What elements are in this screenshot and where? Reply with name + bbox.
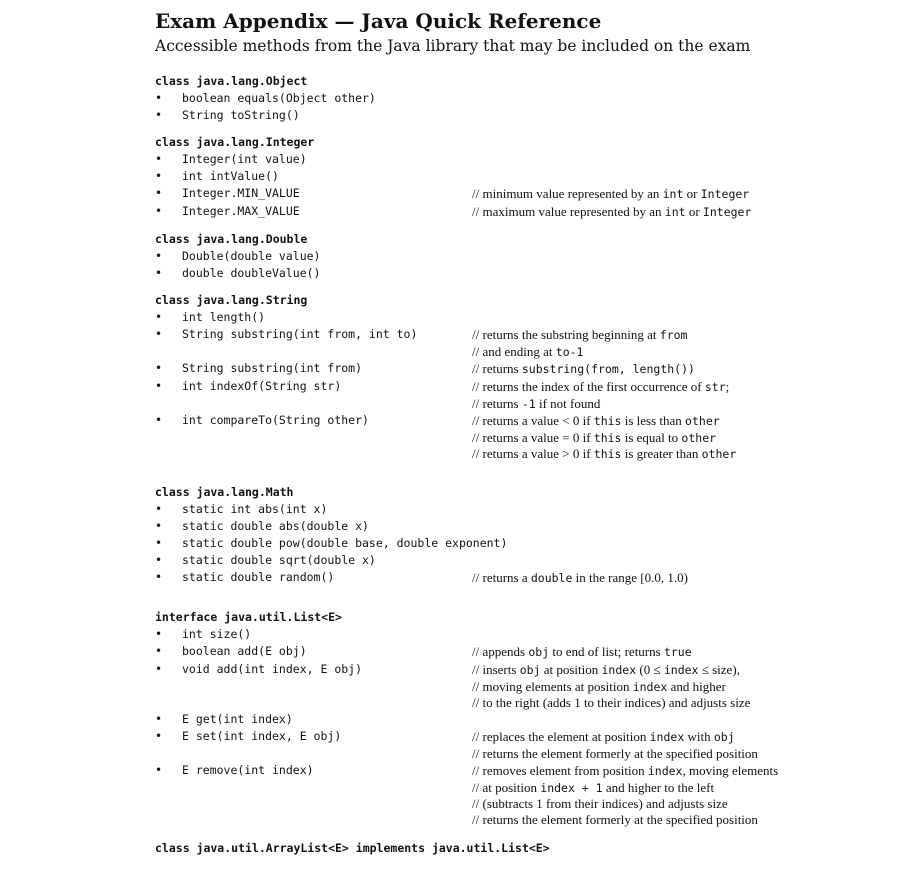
reference-section bbox=[155, 609, 855, 828]
method-item bbox=[155, 626, 855, 643]
comment-continuation bbox=[155, 695, 855, 711]
method-comment: // replaces the element at position index with obj bbox=[472, 729, 735, 744]
method-signature: String toString() bbox=[182, 108, 300, 122]
reference-section bbox=[155, 840, 855, 857]
method-signature: static double pow(double base, double exponent) bbox=[182, 536, 508, 550]
method-signature: Integer(int value) bbox=[182, 152, 307, 166]
bullet-icon: • bbox=[155, 627, 163, 641]
method-signature: Integer.MIN_VALUE bbox=[182, 186, 300, 200]
comment-continuation bbox=[155, 746, 855, 762]
page-title: Exam Appendix — Java Quick Reference bbox=[155, 9, 602, 33]
method-comment: // returns the index of the first occurrence of str; bbox=[472, 379, 730, 394]
sections-container bbox=[155, 73, 855, 857]
method-signature: boolean equals(Object other) bbox=[182, 91, 376, 105]
method-comment: // maximum value represented by an int or Integer bbox=[472, 204, 752, 219]
reference-section bbox=[155, 231, 855, 282]
method-signature: int size() bbox=[182, 627, 252, 641]
bullet-icon: • bbox=[155, 519, 163, 533]
method-item bbox=[155, 107, 855, 124]
bullet-icon: • bbox=[155, 553, 163, 567]
method-comment: // returns the substring beginning at from bbox=[472, 327, 688, 342]
comment-continuation bbox=[155, 780, 855, 796]
bullet-icon: • bbox=[155, 644, 163, 658]
method-signature: Integer.MAX_VALUE bbox=[182, 204, 300, 218]
method-signature: String substring(int from) bbox=[182, 361, 363, 375]
reference-section bbox=[155, 484, 855, 587]
method-item bbox=[155, 569, 855, 587]
method-comment: // removes element from position index, moving elements bbox=[472, 763, 779, 778]
method-comment: // and ending at to-1 bbox=[472, 344, 584, 359]
method-signature: int indexOf(String str) bbox=[182, 379, 342, 393]
comment-continuation bbox=[155, 796, 855, 812]
method-signature: Double(double value) bbox=[182, 249, 321, 263]
method-item bbox=[155, 151, 855, 168]
method-item bbox=[155, 248, 855, 265]
comment-continuation bbox=[155, 812, 855, 828]
bullet-icon: • bbox=[155, 186, 163, 200]
class-heading: class java.lang.Double bbox=[155, 232, 308, 246]
method-signature: static int abs(int x) bbox=[182, 502, 328, 516]
bullet-icon: • bbox=[155, 536, 163, 550]
bullet-icon: • bbox=[155, 249, 163, 263]
bullet-icon: • bbox=[155, 662, 163, 676]
class-heading: class java.util.ArrayList<E> implements java.util.List<E> bbox=[155, 841, 550, 855]
method-comment: // appends obj to end of list; returns true bbox=[472, 644, 692, 659]
method-signature: int intValue() bbox=[182, 169, 279, 183]
method-comment: // returns a value = 0 if this is equal to other bbox=[472, 430, 717, 445]
method-signature: E get(int index) bbox=[182, 712, 293, 726]
method-item bbox=[155, 360, 855, 378]
method-signature: void add(int index, E obj) bbox=[182, 662, 363, 676]
method-item bbox=[155, 326, 855, 344]
method-comment: // returns the element formerly at the specified position bbox=[472, 812, 758, 827]
comment-continuation bbox=[155, 679, 855, 695]
bullet-icon: • bbox=[155, 570, 163, 584]
bullet-icon: • bbox=[155, 763, 163, 777]
method-item bbox=[155, 762, 855, 780]
bullet-icon: • bbox=[155, 91, 163, 105]
method-signature: E remove(int index) bbox=[182, 763, 314, 777]
method-item bbox=[155, 309, 855, 326]
bullet-icon: • bbox=[155, 379, 163, 393]
method-signature: int length() bbox=[182, 310, 266, 324]
method-comment: // returns substring(from, length()) bbox=[472, 361, 695, 376]
bullet-icon: • bbox=[155, 204, 163, 218]
reference-section bbox=[155, 134, 855, 221]
reference-page bbox=[155, 9, 855, 857]
method-signature: static double abs(double x) bbox=[182, 519, 369, 533]
method-item bbox=[155, 535, 855, 552]
method-signature: String substring(int from, int to) bbox=[182, 327, 418, 341]
method-item bbox=[155, 265, 855, 282]
method-item bbox=[155, 661, 855, 679]
bullet-icon: • bbox=[155, 327, 163, 341]
method-item bbox=[155, 501, 855, 518]
method-signature: boolean add(E obj) bbox=[182, 644, 307, 658]
method-comment: // (subtracts 1 from their indices) and adjusts size bbox=[472, 796, 728, 811]
method-comment: // returns a value > 0 if this is greater than other bbox=[472, 446, 737, 461]
comment-continuation bbox=[155, 430, 855, 446]
method-comment: // minimum value represented by an int or Integer bbox=[472, 186, 750, 201]
method-item bbox=[155, 728, 855, 746]
class-heading: class java.lang.Integer bbox=[155, 135, 315, 149]
class-heading: class java.lang.Object bbox=[155, 74, 308, 88]
bullet-icon: • bbox=[155, 266, 163, 280]
method-comment: // returns the element formerly at the specified position bbox=[472, 746, 758, 761]
bullet-icon: • bbox=[155, 413, 163, 427]
method-item bbox=[155, 711, 855, 728]
bullet-icon: • bbox=[155, 361, 163, 375]
reference-section bbox=[155, 292, 855, 462]
method-comment: // inserts obj at position index (0 ≤ index ≤ size), bbox=[472, 662, 740, 677]
method-signature: static double random() bbox=[182, 570, 335, 584]
class-heading: class java.lang.Math bbox=[155, 485, 294, 499]
method-comment: // returns a double in the range [0.0, 1.0) bbox=[472, 570, 688, 585]
method-comment: // at position index + 1 and higher to the left bbox=[472, 780, 715, 795]
bullet-icon: • bbox=[155, 152, 163, 166]
method-comment: // returns -1 if not found bbox=[472, 396, 601, 411]
method-signature: double doubleValue() bbox=[182, 266, 321, 280]
page-subtitle: Accessible methods from the Java library that may be included on the exam bbox=[155, 37, 751, 55]
class-heading: class java.lang.String bbox=[155, 293, 308, 307]
method-signature: E set(int index, E obj) bbox=[182, 729, 342, 743]
method-comment: // returns a value < 0 if this is less than other bbox=[472, 413, 720, 428]
reference-section bbox=[155, 73, 855, 124]
method-item bbox=[155, 643, 855, 661]
method-item bbox=[155, 168, 855, 185]
method-comment: // to the right (adds 1 to their indices) and adjusts size bbox=[472, 695, 751, 710]
comment-continuation bbox=[155, 396, 855, 412]
method-item bbox=[155, 552, 855, 569]
bullet-icon: • bbox=[155, 502, 163, 516]
method-item bbox=[155, 518, 855, 535]
bullet-icon: • bbox=[155, 108, 163, 122]
class-heading: interface java.util.List<E> bbox=[155, 610, 342, 624]
comment-continuation bbox=[155, 344, 855, 360]
method-item bbox=[155, 185, 855, 203]
method-item bbox=[155, 412, 855, 430]
method-item bbox=[155, 90, 855, 107]
method-item bbox=[155, 378, 855, 396]
comment-continuation bbox=[155, 446, 855, 462]
method-signature: int compareTo(String other) bbox=[182, 413, 369, 427]
method-item bbox=[155, 203, 855, 221]
bullet-icon: • bbox=[155, 712, 163, 726]
bullet-icon: • bbox=[155, 169, 163, 183]
method-signature: static double sqrt(double x) bbox=[182, 553, 376, 567]
method-comment: // moving elements at position index and higher bbox=[472, 679, 726, 694]
bullet-icon: • bbox=[155, 310, 163, 324]
bullet-icon: • bbox=[155, 729, 163, 743]
